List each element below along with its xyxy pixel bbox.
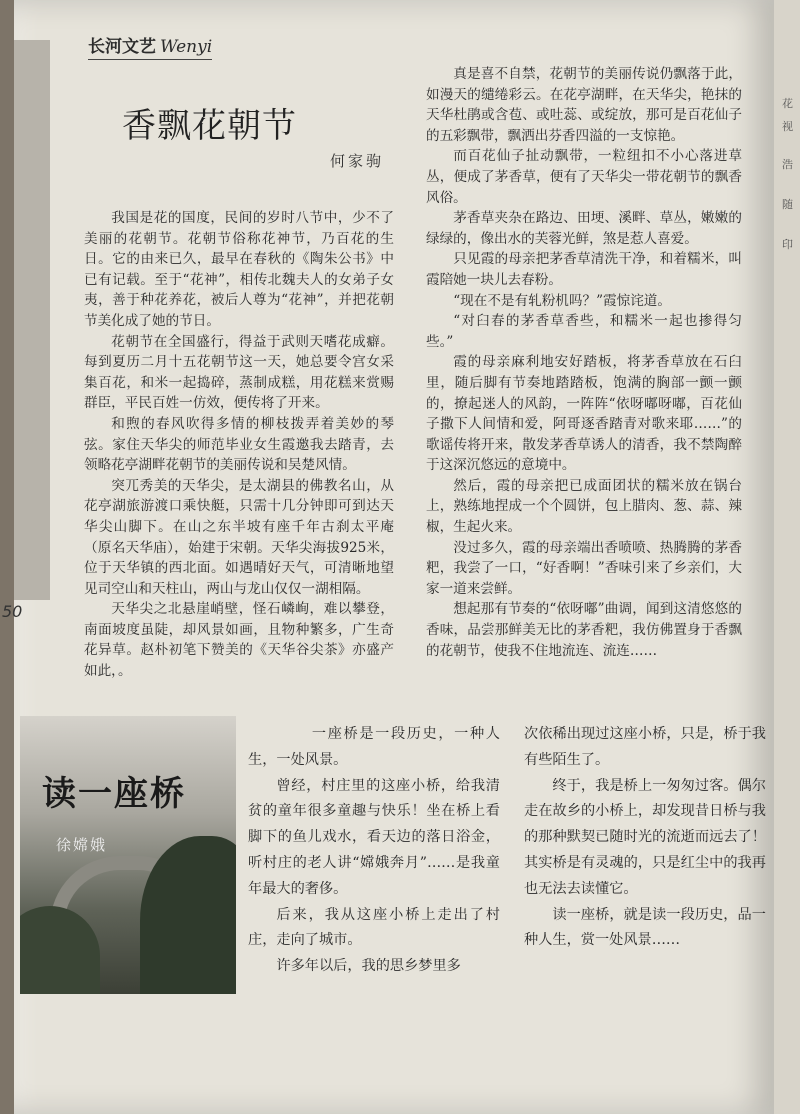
paragraph: 然后，霞的母亲把已成面团状的糯米放在锅台上，熟练地捏成一个个圆饼，包上腊肉、葱、蒜、辣椒，生起火来。 (426, 477, 742, 536)
paragraph: 后来，我从这座小桥上走出了村庄，走向了城市。 (248, 906, 500, 949)
article2-column-right (524, 722, 766, 954)
paragraph: 一座桥是一段历史，一种人生，一处风景。 (248, 726, 500, 768)
paragraph: 我国是花的国度，民间的岁时八节中，少不了美丽的花朝节。花朝节俗称花神节，乃百花的生日。它的由来已久，最早在春秋的《陶朱公书》中已有记载。至于“花神”，相传北魏夫人的女弟子女夷，善于种花养花，被后人尊为“花神”，并把花朝节美化成了她的节日。 (84, 210, 394, 329)
paragraph: 只见霞的母亲把茅香草清洗干净，和着糯米，叫霞陪她一块儿去春粉。 (426, 251, 742, 288)
next-page-edge (774, 0, 800, 1114)
article1-column-left (84, 208, 394, 682)
paragraph: 天华尖之北悬崖峭壁，怪石嶙峋，难以攀登，南面坡度虽陡，却风景如画，且物种繁多，广生奇花异草。赵朴初笔下赞美的《天华谷尖茶》亦盛产如此，。 (84, 601, 394, 680)
next-page-fragment: 浩 (782, 158, 793, 171)
next-page-fragment: 印 (782, 238, 793, 251)
next-page-fragment: 随 (782, 198, 793, 211)
article2-author: 徐嫦娥 (56, 836, 108, 854)
magazine-header (88, 32, 212, 60)
paragraph: 花朝节在全国盛行，得益于武则天嗜花成癖。每到夏历二月十五花朝节这一天，她总要令宫女采集百花，和米一起捣碎，蒸制成糕，用花糕来赏赐群臣，平民百姓一仿效，便传将了开来。 (84, 333, 394, 412)
paragraph: “对臼春的茅香草香些，和糯米一起也掺得匀些。” (426, 313, 742, 350)
bridge-photo (20, 716, 236, 994)
page-number: 50 (2, 602, 23, 621)
paragraph: “现在不是有轧粉机吗？”霞惊诧道。 (453, 292, 671, 309)
article2-column-left (248, 722, 500, 980)
paragraph: 想起那有节奏的“依呀嘟”曲调，闻到这清悠悠的香味，品尝那鲜美无比的茅香粑，我仿佛置身于香飘的花朝节，使我不住地流连、流连…… (426, 601, 742, 659)
article-title: 香飘花朝节 (122, 106, 297, 146)
next-page-fragment: 花 (782, 97, 793, 110)
header-cn: 长河文艺 (88, 37, 156, 57)
paragraph: 许多年以后，我的思乡梦里多 (276, 958, 461, 975)
paragraph: 读一座桥，就是读一段历史，品一种人生，赏一处风景…… (524, 906, 766, 949)
next-page-fragment: 视 (782, 120, 793, 133)
paragraph: 茅香草夹杂在路边、田埂、溪畔、草丛，嫩嫩的绿绿的，像出水的芙蓉光鲜，煞是惹人喜爱。 (426, 210, 742, 247)
paragraph: 霞的母亲麻利地安好踏板，将茅香草放在石臼里，随后脚有节奏地踏踏板，饱满的胸部一颤一颤的，撩起迷人的风韵，一阵阵“依呀嘟呀嘟，百花仙子撒下人间情和爱，阿哥逐香踏青对歌来耶……”的歌谣传将开来，散发茅香草诱人的清香，我不禁陶醉于这深沉悠远的意境中。 (426, 354, 742, 474)
article1-column-right (426, 64, 742, 661)
left-margin-band (14, 40, 50, 600)
article2-title: 读一座桥 (42, 774, 186, 814)
article-author: 何家驹 (330, 152, 385, 170)
paragraph: 终于，我是桥上一匆匆过客。偶尔走在故乡的小桥上，却发现昔日桥与我的那种默契已随时光的流逝而远去了！其实桥是有灵魂的，只是红尘中的我再也无法去读懂它。 (524, 777, 766, 897)
paragraph: 而百花仙子扯动飘带，一粒纽扣不小心落进草丛，便成了茅香草，便有了天华尖一带花朝节的飘香风俗。 (426, 148, 742, 206)
paragraph: 真是喜不自禁，花朝节的美丽传说仍飘落于此，如漫天的缱绻彩云。在花亭湖畔，在天华尖，艳抹的天华杜鹃或含苞、或吐蕊、或绽放，那可是百花仙子的五彩飘带，飘洒出芬香四溢的一支惊艳。 (426, 66, 742, 144)
paragraph: 突兀秀美的天华尖，是太湖县的佛教名山，从花亭湖旅游渡口乘快艇，只需十几分钟即可到达天华尖山脚下。在山之东半坡有座千年古刹太平庵（原名天华庙），始建于宋朝。天华尖海拔925米，位于天华镇的西北面。如遇晴好天气，可清晰地望见司空山和天柱山，两山与龙山仅仅一湖相隔。 (84, 477, 394, 597)
paragraph: 次依稀出现过这座小桥，只是，桥于我有些陌生了。 (524, 726, 766, 768)
paragraph: 没过多久，霞的母亲端出香喷喷、热腾腾的茅香粑，我尝了一口，“好香啊！”香味引来了乡亲们，大家一道来尝鲜。 (426, 539, 742, 597)
paragraph: 曾经，村庄里的这座小桥，给我清贫的童年很多童趣与快乐！坐在桥上看脚下的鱼儿戏水，看天边的落日浴金，听村庄的老人讲“嫦娥奔月”……是我童年最大的奢侈。 (248, 777, 500, 897)
header-en: Wenyi (160, 37, 213, 57)
paragraph: 和煦的春风吹得多情的柳枝拨弄着美妙的琴弦。家住天华尖的师范毕业女生霞邀我去踏青，去领略花亭湖畔花朝节的美丽传说和吴楚风情。 (84, 415, 394, 474)
